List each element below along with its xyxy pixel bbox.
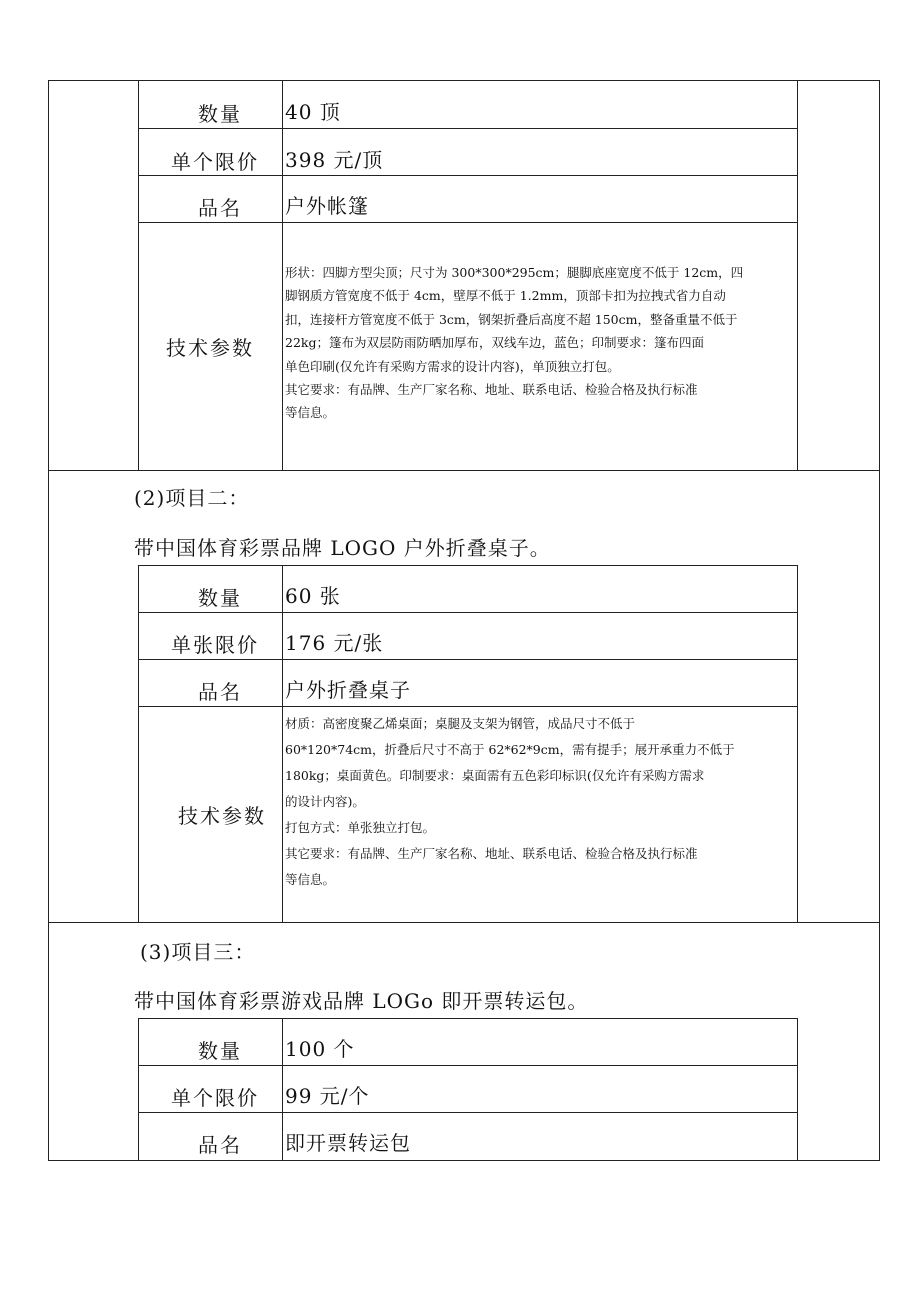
table2-top-border bbox=[138, 565, 798, 566]
table3-row-line-1 bbox=[138, 1065, 798, 1066]
table2-quantity-label: 数量 bbox=[198, 586, 242, 610]
outer-right-border bbox=[879, 80, 880, 1161]
spec-line: 其它要求：有品牌、生产厂家名称、地址、联系电话、检验合格及执行标准 bbox=[285, 381, 698, 397]
item3-heading: (3)项目三： bbox=[140, 940, 256, 964]
table2-right-border bbox=[797, 565, 798, 923]
table1-quantity-value: 40 顶 bbox=[285, 100, 341, 124]
spec-line: 打包方式：单张独立打包。 bbox=[285, 820, 436, 835]
table1-quantity-label: 数量 bbox=[198, 102, 242, 126]
table2-price-label: 单张限价 bbox=[171, 633, 259, 657]
table1-row-line-3 bbox=[138, 222, 798, 223]
table2-spec-label: 技术参数 bbox=[178, 804, 266, 828]
table3-row-line-2 bbox=[138, 1112, 798, 1113]
table3-price-label: 单个限价 bbox=[171, 1086, 259, 1110]
table3-price-value: 99 元/个 bbox=[285, 1084, 370, 1108]
spec-line: 等信息。 bbox=[285, 872, 336, 887]
right-column-divider bbox=[797, 80, 798, 471]
table2-name-label: 品名 bbox=[198, 680, 242, 704]
spec-line: 180kg；桌面黄色。印制要求：桌面需有五色彩印标识(仅允许有采购方需求 bbox=[285, 768, 705, 783]
table3-quantity-value: 100 个 bbox=[285, 1037, 355, 1061]
outer-top-border bbox=[48, 80, 880, 81]
item2-intro: 带中国体育彩票品牌 LOGO 户外折叠桌子。 bbox=[134, 536, 551, 560]
table2-left-border bbox=[138, 565, 139, 923]
table3-name-label: 品名 bbox=[198, 1133, 242, 1157]
table1-spec-text bbox=[285, 261, 743, 425]
spec-line: 等信息。 bbox=[285, 405, 336, 421]
spec-line: 其它要求：有品牌、生产厂家名称、地址、联系电话、检验合格及执行标准 bbox=[285, 846, 698, 861]
spec-line: 单色印刷(仅允许有采购方需求的设计内容)，单顶独立打包。 bbox=[285, 358, 620, 374]
spec-line: 材质：高密度聚乙烯桌面；桌腿及支架为钢管，成品尺寸不低于 bbox=[285, 716, 636, 731]
spec-line: 形状：四脚方型尖顶；尺寸为 300*300*295cm；腿脚底座宽度不低于 12cm，四 bbox=[285, 265, 744, 280]
table1-left-border bbox=[138, 80, 139, 471]
table2-row-line-3 bbox=[138, 706, 798, 707]
spec-line: 脚钢质方管宽度不低于 4cm，壁厚不低于 1.2mm，顶部卡扣为拉拽式省力自动 bbox=[285, 288, 726, 304]
table2-quantity-value: 60 张 bbox=[285, 584, 341, 608]
spec-line: 22kg；篷布为双层防雨防晒加厚布，双线车边，蓝色；印制要求：篷布四面 bbox=[285, 335, 704, 351]
table3-right-border bbox=[797, 1018, 798, 1161]
table2-price-value: 176 元/张 bbox=[285, 631, 384, 655]
spec-line: 的设计内容)。 bbox=[285, 794, 365, 809]
table2-row-line-1 bbox=[138, 612, 798, 613]
table2-name-value: 户外折叠桌子 bbox=[285, 678, 411, 702]
spec-line: 60*120*74cm，折叠后尺寸不高于 62*62*9cm，需有提手；展开承重力不低于 bbox=[285, 742, 735, 757]
table3-name-value: 即开票转运包 bbox=[285, 1131, 411, 1155]
table1-name-label: 品名 bbox=[198, 196, 242, 220]
table1-name-value: 户外帐篷 bbox=[285, 194, 369, 218]
table1-row-line-1 bbox=[138, 128, 798, 129]
table3-quantity-label: 数量 bbox=[198, 1039, 242, 1063]
section-divider-1 bbox=[48, 470, 880, 471]
table3-mid-divider bbox=[282, 1018, 283, 1161]
item2-heading: (2)项目二： bbox=[134, 486, 250, 510]
table2-row-line-2 bbox=[138, 659, 798, 660]
table2-mid-divider bbox=[282, 565, 283, 923]
table1-row-line-2 bbox=[138, 175, 798, 176]
outer-bottom-border bbox=[48, 1160, 880, 1161]
outer-left-border bbox=[48, 80, 49, 1161]
table3-top-border bbox=[138, 1018, 798, 1019]
table3-left-border bbox=[138, 1018, 139, 1161]
item3-intro: 带中国体育彩票游戏品牌 LOGo 即开票转运包。 bbox=[134, 989, 589, 1013]
table1-price-value: 398 元/顶 bbox=[285, 148, 384, 172]
table2-spec-text bbox=[285, 711, 735, 893]
spec-line: 扣，连接杆方管宽度不低于 3cm，钢架折叠后高度不超 150cm，整备重量不低于 bbox=[285, 311, 738, 327]
table1-spec-label: 技术参数 bbox=[166, 336, 254, 360]
table1-mid-divider bbox=[282, 80, 283, 471]
section-divider-2 bbox=[48, 922, 880, 923]
table1-price-label: 单个限价 bbox=[171, 150, 259, 174]
